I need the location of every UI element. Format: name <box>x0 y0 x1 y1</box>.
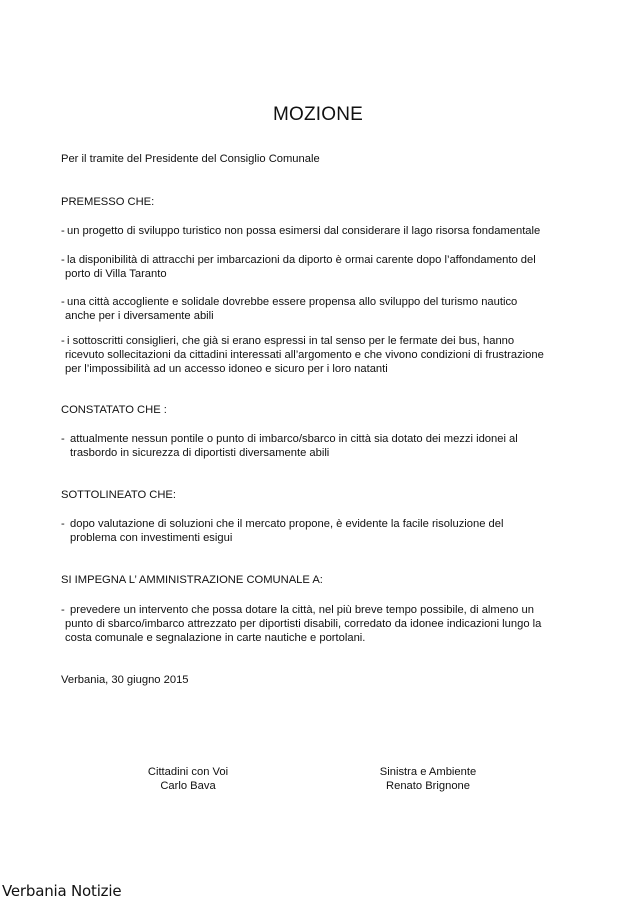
signature-name: Renato Brignone <box>386 780 470 792</box>
item-line: anche per i diversamente abili <box>65 310 214 322</box>
item-line: trasbordo in sicurezza di diportisti diversamente abili <box>70 447 330 459</box>
list-dash: - <box>61 296 65 308</box>
list-item <box>61 517 503 545</box>
list-item <box>61 603 541 645</box>
item-line: attualmente nessun pontile o punto di imbarco/sbarco in città sia dotato dei mezzi idonei al <box>70 433 518 445</box>
signature-group: Cittadini con Voi <box>147 766 229 778</box>
list-item <box>61 295 517 323</box>
item-line: ricevuto sollecitazioni da cittadini interessati all’argomento e che vivono condizioni di frustrazione <box>65 349 544 361</box>
item-line: punto di sbarco/imbarco attrezzato per diportisti disabili, corredato da idonee indicazioni lungo la <box>65 618 542 630</box>
document-title: MOZIONE <box>272 104 364 125</box>
item-line: problema con investimenti esigui <box>70 532 233 544</box>
item-line: un progetto di sviluppo turistico non possa esimersi dal considerare il lago risorsa fondamentale <box>67 225 541 237</box>
signature-group: Sinistra e Ambiente <box>379 766 477 778</box>
item-line: una città accogliente e solidale dovrebbe essere propensa allo sviluppo del turismo nautico <box>67 296 518 308</box>
signature-block-left <box>120 765 256 793</box>
item-line: la disponibilità di attracchi per imbarcazioni da diporto è ormai carente dopo l’affondamento del <box>67 254 536 266</box>
list-item <box>61 432 518 460</box>
list-dash: - <box>61 433 65 445</box>
place-date: Verbania, 30 giugno 2015 <box>61 674 189 686</box>
signature-name: Carlo Bava <box>160 780 216 792</box>
list-item <box>61 334 544 376</box>
addressee-line: Per il tramite del Presidente del Consiglio Comunale <box>61 153 320 165</box>
section-heading-premesso: PREMESSO CHE: <box>61 196 155 208</box>
list-item <box>61 253 536 281</box>
section-heading-sottolineato: SOTTOLINEATO CHE: <box>61 489 177 501</box>
watermark: Verbania Notizie <box>2 882 122 900</box>
item-line: dopo valutazione di soluzioni che il mercato propone, è evidente la facile risoluzione del <box>70 518 504 530</box>
list-dash: - <box>61 225 65 237</box>
list-item <box>61 224 540 238</box>
item-line: i sottoscritti consiglieri, che già si erano espressi in tal senso per le fermate dei bus, hanno <box>67 335 515 347</box>
list-dash: - <box>61 335 65 347</box>
item-line: costa comunale e segnalazione in carte nautiche e portolani. <box>65 632 366 644</box>
signature-block-right <box>360 765 496 793</box>
section-heading-constatato: CONSTATATO CHE : <box>61 404 167 416</box>
item-line: per l’impossibilità ad un accesso idoneo e sicuro per i loro natanti <box>65 363 388 375</box>
section-heading-impegna: SI IMPEGNA L’ AMMINISTRAZIONE COMUNALE A: <box>61 574 323 586</box>
list-dash: - <box>61 518 65 530</box>
item-line: porto di Villa Taranto <box>65 268 167 280</box>
list-dash: - <box>61 254 65 266</box>
item-line: prevedere un intervento che possa dotare la città, nel più breve tempo possibile, di almeno un <box>70 604 534 616</box>
list-dash: - <box>61 604 65 616</box>
